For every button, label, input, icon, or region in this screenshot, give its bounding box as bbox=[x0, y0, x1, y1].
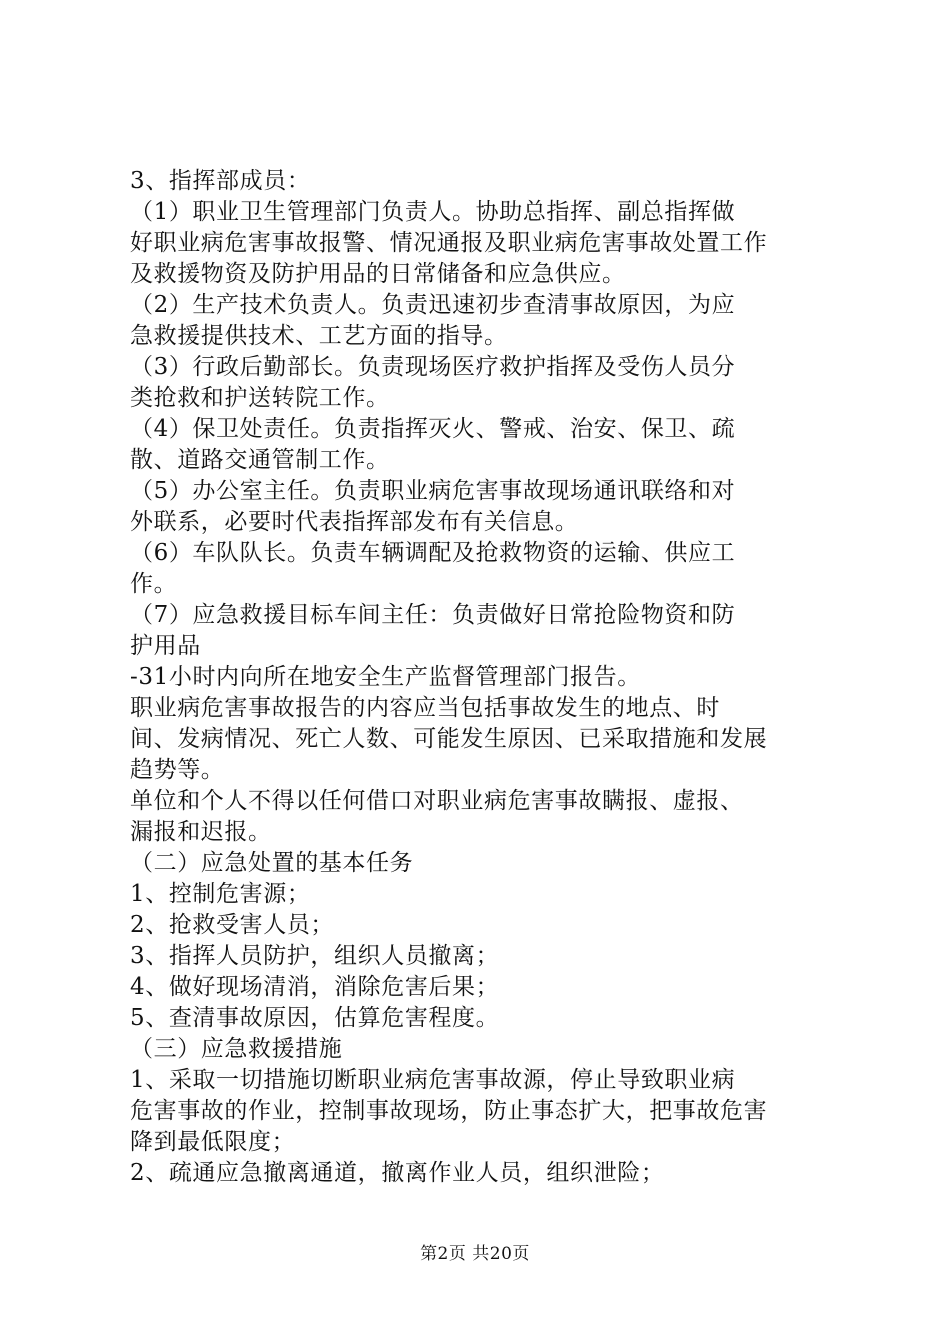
section-heading: （二）应急处置的基本任务 bbox=[130, 850, 414, 876]
text-line: 及救援物资及防护用品的日常储备和应急供应。 bbox=[130, 261, 626, 287]
text-line: 趋势等。 bbox=[130, 757, 225, 783]
text-line: 急救援提供技术、工艺方面的指导。 bbox=[130, 323, 508, 349]
text-line: 护用品 bbox=[130, 633, 201, 659]
text-line: （5）办公室主任。负责职业病危害事故现场通讯联络和对 bbox=[130, 478, 736, 504]
text-line: （6）车队队长。负责车辆调配及抢救物资的运输、供应工 bbox=[130, 540, 736, 566]
list-item: 3、指挥人员防护，组织人员撤离； bbox=[130, 943, 500, 969]
text-line: -31小时内向所在地安全生产监督管理部门报告。 bbox=[130, 664, 641, 690]
text-line: （1）职业卫生管理部门负责人。协助总指挥、副总指挥做 bbox=[130, 199, 736, 225]
page-number-footer: 第2页 共20页 bbox=[420, 1244, 530, 1264]
text-line: 降到最低限度； bbox=[130, 1129, 296, 1155]
text-line: （2）生产技术负责人。负责迅速初步查清事故原因，为应 bbox=[130, 292, 736, 318]
list-item: 1、采取一切措施切断职业病危害事故源，停止导致职业病 bbox=[130, 1067, 736, 1093]
document-body bbox=[130, 166, 830, 1189]
text-line: （4）保卫处责任。负责指挥灭火、警戒、治安、保卫、疏 bbox=[130, 416, 736, 442]
list-item: 2、疏通应急撤离通道，撤离作业人员，组织泄险； bbox=[130, 1160, 665, 1186]
list-item: 5、查清事故原因，估算危害程度。 bbox=[130, 1005, 500, 1031]
text-line: 类抢救和护送转院工作。 bbox=[130, 385, 390, 411]
text-line: 单位和个人不得以任何借口对职业病危害事故瞒报、虚报、 bbox=[130, 788, 744, 814]
text-line: （7）应急救援目标车间主任：负责做好日常抢险物资和防 bbox=[130, 602, 736, 628]
text-line: 散、道路交通管制工作。 bbox=[130, 447, 390, 473]
text-line: 作。 bbox=[130, 571, 178, 597]
text-line: 漏报和迟报。 bbox=[130, 819, 272, 845]
list-item: 2、抢救受害人员； bbox=[130, 912, 335, 938]
list-item: 4、做好现场清消，消除危害后果； bbox=[130, 974, 500, 1000]
text-line: 间、发病情况、死亡人数、可能发生原因、已采取措施和发展 bbox=[130, 726, 768, 752]
text-line: 外联系，必要时代表指挥部发布有关信息。 bbox=[130, 509, 579, 535]
text-line: （3）行政后勤部长。负责现场医疗救护指挥及受伤人员分 bbox=[130, 354, 736, 380]
text-line: 3、指挥部成员： bbox=[130, 168, 311, 194]
list-item: 1、控制危害源； bbox=[130, 881, 311, 907]
text-line: 职业病危害事故报告的内容应当包括事故发生的地点、时 bbox=[130, 695, 720, 721]
text-line: 好职业病危害事故报警、情况通报及职业病危害事故处置工作 bbox=[130, 230, 768, 256]
text-line: 危害事故的作业，控制事故现场，防止事态扩大，把事故危害 bbox=[130, 1098, 768, 1124]
section-heading: （三）应急救援措施 bbox=[130, 1036, 343, 1062]
